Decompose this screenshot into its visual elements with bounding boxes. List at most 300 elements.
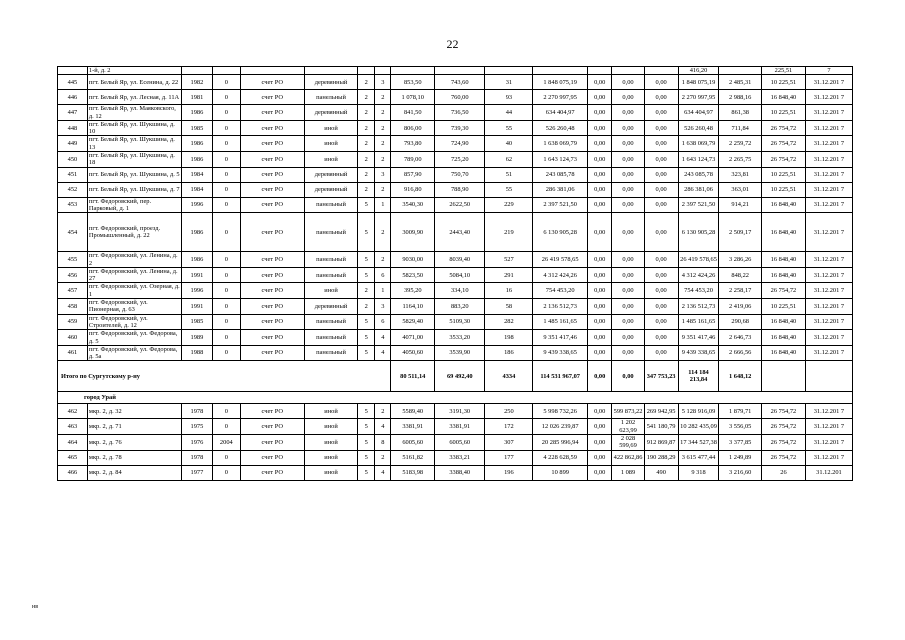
- residents: 40: [485, 136, 533, 152]
- total-cost: 5 128 916,09: [678, 404, 719, 419]
- cost-per-sqm: 2 646,73: [719, 330, 762, 346]
- row-number: 451: [58, 167, 88, 182]
- cost-limit: 16 848,40: [762, 213, 806, 252]
- repair-cost: 10 899: [533, 465, 587, 480]
- build-year: 1986: [181, 105, 212, 121]
- row-number: 455: [58, 252, 88, 268]
- cost-limit: 10 225,51: [762, 105, 806, 121]
- address: мкр. 2, д. 78: [87, 450, 181, 465]
- reconstruction-year: 0: [212, 136, 240, 152]
- residents: 307: [485, 435, 533, 451]
- wall-material: деревянный: [304, 167, 357, 182]
- entrances: 2: [375, 213, 391, 252]
- address: мкр. 2, д. 76: [87, 435, 181, 451]
- wall-material: иной: [304, 283, 357, 299]
- address: пгт. Федоровский, ул. Ленина, д. 2: [87, 252, 181, 268]
- repair-cost: 5 998 732,26: [533, 404, 587, 419]
- repair-cost: 26 419 578,65: [533, 252, 587, 268]
- fund-cost: 0,00: [587, 345, 612, 361]
- account: счет РО: [240, 136, 304, 152]
- entrances: 2: [375, 136, 391, 152]
- fund-cost: 0,00: [587, 465, 612, 480]
- account: счет РО: [240, 404, 304, 419]
- deadline-date: 31.12.201 7: [805, 167, 852, 182]
- total-label: Итого по Сургутскому р-ну: [58, 361, 391, 392]
- owners-cost: 0,00: [644, 120, 678, 136]
- deadline-date: 31.12.201 7: [805, 330, 852, 346]
- total-row: [58, 361, 853, 392]
- reconstruction-year: 0: [212, 345, 240, 361]
- owners-cost: 269 942,95: [644, 404, 678, 419]
- reconstruction-year: 0: [212, 167, 240, 182]
- budget-cost: 0,00: [612, 345, 644, 361]
- cost-per-sqm: 914,21: [719, 197, 762, 213]
- table-row: [58, 419, 853, 435]
- table-row: [58, 435, 853, 451]
- entrances: 8: [375, 435, 391, 451]
- budget-cost: 0,00: [612, 252, 644, 268]
- total-cost: 526 260,48: [678, 120, 719, 136]
- deadline-date: 31.12.201 7: [805, 404, 852, 419]
- floors: 2: [358, 75, 375, 90]
- owners-cost: 0,00: [644, 252, 678, 268]
- repair-cost: 9 439 338,65: [533, 345, 587, 361]
- cost-limit: 16 848,40: [762, 90, 806, 105]
- residents: 16: [485, 283, 533, 299]
- floors: 5: [358, 345, 375, 361]
- deadline-date: 31.12.201 7: [805, 90, 852, 105]
- address: пгт. Белый Яр, ул. Есенина, д. 22: [87, 75, 181, 90]
- repair-cost: 2 136 512,73: [533, 299, 587, 315]
- living-area: 334,10: [435, 283, 485, 299]
- living-area: 2622,50: [435, 197, 485, 213]
- cost-limit: 26 754,72: [762, 120, 806, 136]
- entrances: 2: [375, 105, 391, 121]
- deadline-date: 31.12.201 7: [805, 252, 852, 268]
- owners-cost: 0,00: [644, 283, 678, 299]
- address: пгт. Федоровский, ул. Ленина, д. 27: [87, 267, 181, 283]
- wall-material: деревянный: [304, 75, 357, 90]
- cost-per-sqm: 848,22: [719, 267, 762, 283]
- residents: 51: [485, 167, 533, 182]
- entrances: 2: [375, 404, 391, 419]
- living-area: 739,30: [435, 120, 485, 136]
- fund-cost: 0,00: [587, 435, 612, 451]
- section-heading-row: [58, 392, 853, 404]
- living-area: 3383,21: [435, 450, 485, 465]
- deadline-date: 31.12.201 7: [805, 105, 852, 121]
- build-year: 1996: [181, 197, 212, 213]
- account: счет РО: [240, 450, 304, 465]
- address: пгт. Белый Яр, ул. Шукшина, д. 5: [87, 167, 181, 182]
- owners-cost: 347 753,23: [644, 361, 678, 392]
- table-body: [58, 67, 853, 481]
- repair-cost: 6 130 905,28: [533, 213, 587, 252]
- build-year: 1976: [181, 435, 212, 451]
- owners-cost: 0,00: [644, 90, 678, 105]
- fund-cost: 0,00: [587, 213, 612, 252]
- total-cost: 2 397 521,50: [678, 197, 719, 213]
- table-row: [58, 167, 853, 182]
- living-area: 5109,30: [435, 314, 485, 330]
- living-area: 69 492,40: [435, 361, 485, 392]
- row-number: 466: [58, 465, 88, 480]
- owners-cost: 490: [644, 465, 678, 480]
- build-year: [181, 67, 212, 75]
- reconstruction-year: 0: [212, 465, 240, 480]
- wall-material: панельный: [304, 330, 357, 346]
- row-number: 461: [58, 345, 88, 361]
- entrances: 2: [375, 252, 391, 268]
- wall-material: деревянный: [304, 299, 357, 315]
- budget-cost: 0,00: [612, 182, 644, 197]
- owners-cost: 0,00: [644, 345, 678, 361]
- row-number: 448: [58, 120, 88, 136]
- table-row-partial: [58, 67, 853, 75]
- living-area: 6005,60: [435, 435, 485, 451]
- budget-cost: 0,00: [612, 267, 644, 283]
- entrances: 1: [375, 197, 391, 213]
- living-area: 725,20: [435, 152, 485, 168]
- address: пгт. Федоровский, ул. Пионерная, д. 63: [87, 299, 181, 315]
- deadline-date: 31.12.201 7: [805, 299, 852, 315]
- address: пгт. Федоровский, ул. Озерная, д. 1: [88, 283, 180, 298]
- build-year: 1991: [181, 267, 212, 283]
- budget-cost: 599 873,22: [612, 404, 644, 419]
- entrances: 4: [375, 465, 391, 480]
- account: счет РО: [240, 167, 304, 182]
- entrances: 6: [375, 314, 391, 330]
- cost-limit: 16 848,40: [762, 345, 806, 361]
- total-cost: 17 344 527,38: [678, 435, 719, 451]
- reconstruction-year: 0: [212, 120, 240, 136]
- fund-cost: 0,00: [587, 105, 612, 121]
- reconstruction-year: 0: [212, 314, 240, 330]
- owners-cost: 0,00: [644, 314, 678, 330]
- city-heading: город Урай: [58, 392, 853, 404]
- build-year: 1985: [181, 120, 212, 136]
- reconstruction-year: 0: [212, 404, 240, 419]
- build-year: 1985: [181, 314, 212, 330]
- wall-material: иной: [304, 435, 357, 451]
- fund-cost: 0,00: [587, 419, 612, 435]
- reconstruction-year: 0: [212, 90, 240, 105]
- residents: 55: [485, 120, 533, 136]
- floors: 5: [358, 465, 375, 480]
- living-area: 760,00: [435, 90, 485, 105]
- address: пгт. Федоровский, проезд. Промышленный, д. 22: [87, 213, 181, 252]
- table-row: [58, 152, 853, 168]
- budget-cost: 0,00: [612, 105, 644, 121]
- owners-cost: 0,00: [644, 213, 678, 252]
- address: пгт. Федоровский, пер. Парковый, д. 1: [87, 197, 181, 213]
- fund-cost: 0,00: [587, 450, 612, 465]
- residents: 58: [485, 299, 533, 315]
- fund-cost: 0,00: [587, 404, 612, 419]
- budget-cost: 0,00: [612, 283, 644, 299]
- floors: 2: [358, 167, 375, 182]
- reconstruction-year: 0: [212, 75, 240, 90]
- cost-per-sqm: 2 419,06: [719, 299, 762, 315]
- floors: 5: [358, 419, 375, 435]
- fund-cost: 0,00: [587, 283, 612, 299]
- living-area: 788,90: [435, 182, 485, 197]
- residents: 186: [485, 345, 533, 361]
- total-area: 80 511,14: [391, 361, 435, 392]
- floors: 5: [358, 314, 375, 330]
- cost-per-sqm: 3 216,60: [719, 465, 762, 480]
- living-area: 5084,10: [435, 267, 485, 283]
- total-area: 4050,60: [391, 345, 435, 361]
- repair-cost: 1 638 069,79: [533, 136, 587, 152]
- cost-per-sqm: 1 648,12: [719, 361, 762, 392]
- residents: 198: [485, 330, 533, 346]
- wall-material: панельный: [304, 345, 357, 361]
- build-year: 1981: [181, 90, 212, 105]
- repair-cost: 4 228 628,59: [533, 450, 587, 465]
- address: мкр. 2, д. 84: [87, 465, 181, 480]
- cost-limit: [762, 361, 806, 392]
- table-row: [58, 283, 853, 299]
- cost-per-sqm: 2 988,16: [719, 90, 762, 105]
- floors: 2: [358, 120, 375, 136]
- living-area: 3388,40: [435, 465, 485, 480]
- residents: 44: [485, 105, 533, 121]
- total-cost: 4 312 424,26: [678, 267, 719, 283]
- reconstruction-year: 0: [212, 267, 240, 283]
- row-number: 464: [58, 435, 88, 451]
- table-row: [58, 465, 853, 480]
- reconstruction-year: 0: [212, 450, 240, 465]
- budget-cost: 0,00: [612, 361, 644, 392]
- wall-material: иной: [304, 120, 357, 136]
- repair-cost: 243 085,78: [533, 167, 587, 182]
- reconstruction-year: 0: [212, 419, 240, 435]
- total-cost: 1 638 069,79: [678, 136, 719, 152]
- build-year: 1978: [181, 450, 212, 465]
- wall-material: панельный: [304, 252, 357, 268]
- cost-limit: 26 754,72: [762, 136, 806, 152]
- residents: 527: [485, 252, 533, 268]
- wall-material: иной: [304, 465, 357, 480]
- account: счет РО: [240, 419, 304, 435]
- owners-cost: 0,00: [644, 330, 678, 346]
- table-row: [58, 252, 853, 268]
- wall-material: иной: [304, 450, 357, 465]
- total-cost: 3 615 477,44: [678, 450, 719, 465]
- deadline-date: 7: [805, 67, 852, 75]
- deadline-date: [805, 361, 852, 392]
- address: 1-й, д. 2: [87, 67, 181, 75]
- cost-per-sqm: 3 286,26: [719, 252, 762, 268]
- cost-per-sqm: 2 259,72: [719, 136, 762, 152]
- reconstruction-year: 2004: [212, 435, 240, 451]
- owners-cost: 0,00: [644, 182, 678, 197]
- total-cost: 9 439 338,65: [678, 345, 719, 361]
- floors: 5: [358, 435, 375, 451]
- budget-cost: 0,00: [612, 213, 644, 252]
- deadline-date: 31.12.201 7: [805, 197, 852, 213]
- row-number: 445: [58, 75, 88, 90]
- floors: 2: [358, 90, 375, 105]
- cost-per-sqm: 2 666,56: [719, 345, 762, 361]
- total-cost: 10 282 435,09: [678, 419, 719, 435]
- row-number: [58, 67, 88, 75]
- deadline-date: 31.12.201 7: [805, 267, 852, 283]
- entrances: 3: [375, 75, 391, 90]
- fund-cost: 0,00: [587, 197, 612, 213]
- account: счет РО: [240, 90, 304, 105]
- account: счет РО: [240, 345, 304, 361]
- total-area: 5161,82: [391, 450, 435, 465]
- total-area: 1164,10: [391, 299, 435, 315]
- repair-cost: 754 453,20: [533, 283, 587, 299]
- repair-cost: 2 397 521,50: [533, 197, 587, 213]
- cost-per-sqm: 363,01: [719, 182, 762, 197]
- owners-cost: 0,00: [644, 105, 678, 121]
- cost-per-sqm: 861,38: [719, 105, 762, 121]
- budget-cost: 422 862,86: [612, 450, 644, 465]
- table-row: [58, 105, 853, 121]
- floors: 2: [358, 283, 375, 299]
- living-area: 743,60: [435, 75, 485, 90]
- floors: 2: [358, 182, 375, 197]
- total-area: [391, 67, 435, 75]
- owners-cost: 0,00: [644, 267, 678, 283]
- cost-limit: 10 225,51: [762, 182, 806, 197]
- floors: 5: [358, 404, 375, 419]
- account: счет РО: [240, 465, 304, 480]
- floors: 2: [358, 299, 375, 315]
- table-row: [58, 197, 853, 213]
- deadline-date: 31.12.201 7: [805, 450, 852, 465]
- reconstruction-year: 0: [212, 213, 240, 252]
- row-number: 458: [58, 299, 88, 315]
- build-year: 1991: [181, 299, 212, 315]
- deadline-date: 31.12.201 7: [805, 213, 852, 252]
- total-area: 3540,30: [391, 197, 435, 213]
- budget-cost: 2 028 599,69: [612, 435, 644, 451]
- total-area: 916,80: [391, 182, 435, 197]
- cost-per-sqm: 2 509,17: [719, 213, 762, 252]
- cost-limit: 16 848,40: [762, 330, 806, 346]
- table-row: [58, 75, 853, 90]
- row-number: 450: [58, 152, 88, 168]
- total-cost: 9 351 417,46: [678, 330, 719, 346]
- account: счет РО: [240, 213, 304, 252]
- repair-cost: 114 531 967,07: [533, 361, 587, 392]
- total-area: 6005,60: [391, 435, 435, 451]
- table-row: [58, 299, 853, 315]
- total-area: 5829,40: [391, 314, 435, 330]
- cost-per-sqm: [719, 67, 762, 75]
- row-number: 454: [58, 213, 88, 252]
- fund-cost: 0,00: [587, 252, 612, 268]
- reconstruction-year: 0: [212, 283, 240, 299]
- cost-limit: 26 754,72: [762, 435, 806, 451]
- total-area: 4071,00: [391, 330, 435, 346]
- budget-cost: 0,00: [612, 136, 644, 152]
- entrances: [375, 67, 391, 75]
- build-year: 1984: [181, 182, 212, 197]
- floors: [358, 67, 375, 75]
- owners-cost: 190 288,29: [644, 450, 678, 465]
- address: пгт. Белый Яр, ул. Шукшина, д. 10: [87, 120, 181, 136]
- fund-cost: 0,00: [587, 330, 612, 346]
- total-area: 853,50: [391, 75, 435, 90]
- budget-cost: 1 202 623,99: [612, 419, 644, 435]
- table-row: [58, 330, 853, 346]
- table-row: [58, 314, 853, 330]
- page-number: 22: [446, 37, 459, 51]
- wall-material: панельный: [304, 197, 357, 213]
- address: пгт. Белый Яр, ул. Шукшина, д. 13: [87, 136, 181, 152]
- residents: [485, 67, 533, 75]
- wall-material: деревянный: [304, 182, 357, 197]
- living-area: 736,50: [435, 105, 485, 121]
- cost-limit: 10 225,51: [762, 75, 806, 90]
- floors: 2: [358, 105, 375, 121]
- deadline-date: 31.12.201 7: [805, 136, 852, 152]
- floors: 5: [358, 267, 375, 283]
- repair-cost: 1 848 075,19: [533, 75, 587, 90]
- table-row: [58, 450, 853, 465]
- budget-cost: 0,00: [612, 314, 644, 330]
- build-year: 1988: [181, 345, 212, 361]
- cost-per-sqm: 2 258,17: [719, 283, 762, 299]
- entrances: 2: [375, 152, 391, 168]
- living-area: 3381,91: [435, 419, 485, 435]
- wall-material: панельный: [304, 314, 357, 330]
- address: пгт. Белый Яр, ул. Шукшина, д. 18: [87, 152, 181, 168]
- repair-cost: 526 260,48: [533, 120, 587, 136]
- address: пгт. Белый Яр, ул. Лесная, д. 11А: [87, 90, 181, 105]
- residents: 177: [485, 450, 533, 465]
- cost-limit: 225,51: [762, 67, 806, 75]
- build-year: 1978: [181, 404, 212, 419]
- deadline-date: 31.12.201 7: [805, 345, 852, 361]
- living-area: 750,70: [435, 167, 485, 182]
- residents: 55: [485, 182, 533, 197]
- entrances: 2: [375, 450, 391, 465]
- entrances: 2: [375, 90, 391, 105]
- deadline-date: 31.12.201 7: [805, 314, 852, 330]
- row-number: 460: [58, 330, 88, 346]
- build-year: 1977: [181, 465, 212, 480]
- reconstruction-year: 0: [212, 197, 240, 213]
- residents: 62: [485, 152, 533, 168]
- build-year: 1986: [181, 252, 212, 268]
- repair-cost: 4 312 424,26: [533, 267, 587, 283]
- living-area: [435, 67, 485, 75]
- total-cost: 114 184 213,84: [678, 361, 719, 392]
- cost-limit: 16 848,40: [762, 314, 806, 330]
- entrances: 2: [375, 120, 391, 136]
- deadline-date: 31.12.201 7: [805, 75, 852, 90]
- residents: 250: [485, 404, 533, 419]
- total-area: 3381,91: [391, 419, 435, 435]
- build-year: 1975: [181, 419, 212, 435]
- row-number: 447: [58, 105, 88, 121]
- living-area: 3539,90: [435, 345, 485, 361]
- residents: 291: [485, 267, 533, 283]
- row-number: 452: [58, 182, 88, 197]
- cost-limit: 10 225,51: [762, 299, 806, 315]
- row-number: 457: [58, 283, 88, 299]
- cost-limit: 26 754,72: [762, 450, 806, 465]
- living-area: 2443,40: [435, 213, 485, 252]
- owners-cost: 912 869,87: [644, 435, 678, 451]
